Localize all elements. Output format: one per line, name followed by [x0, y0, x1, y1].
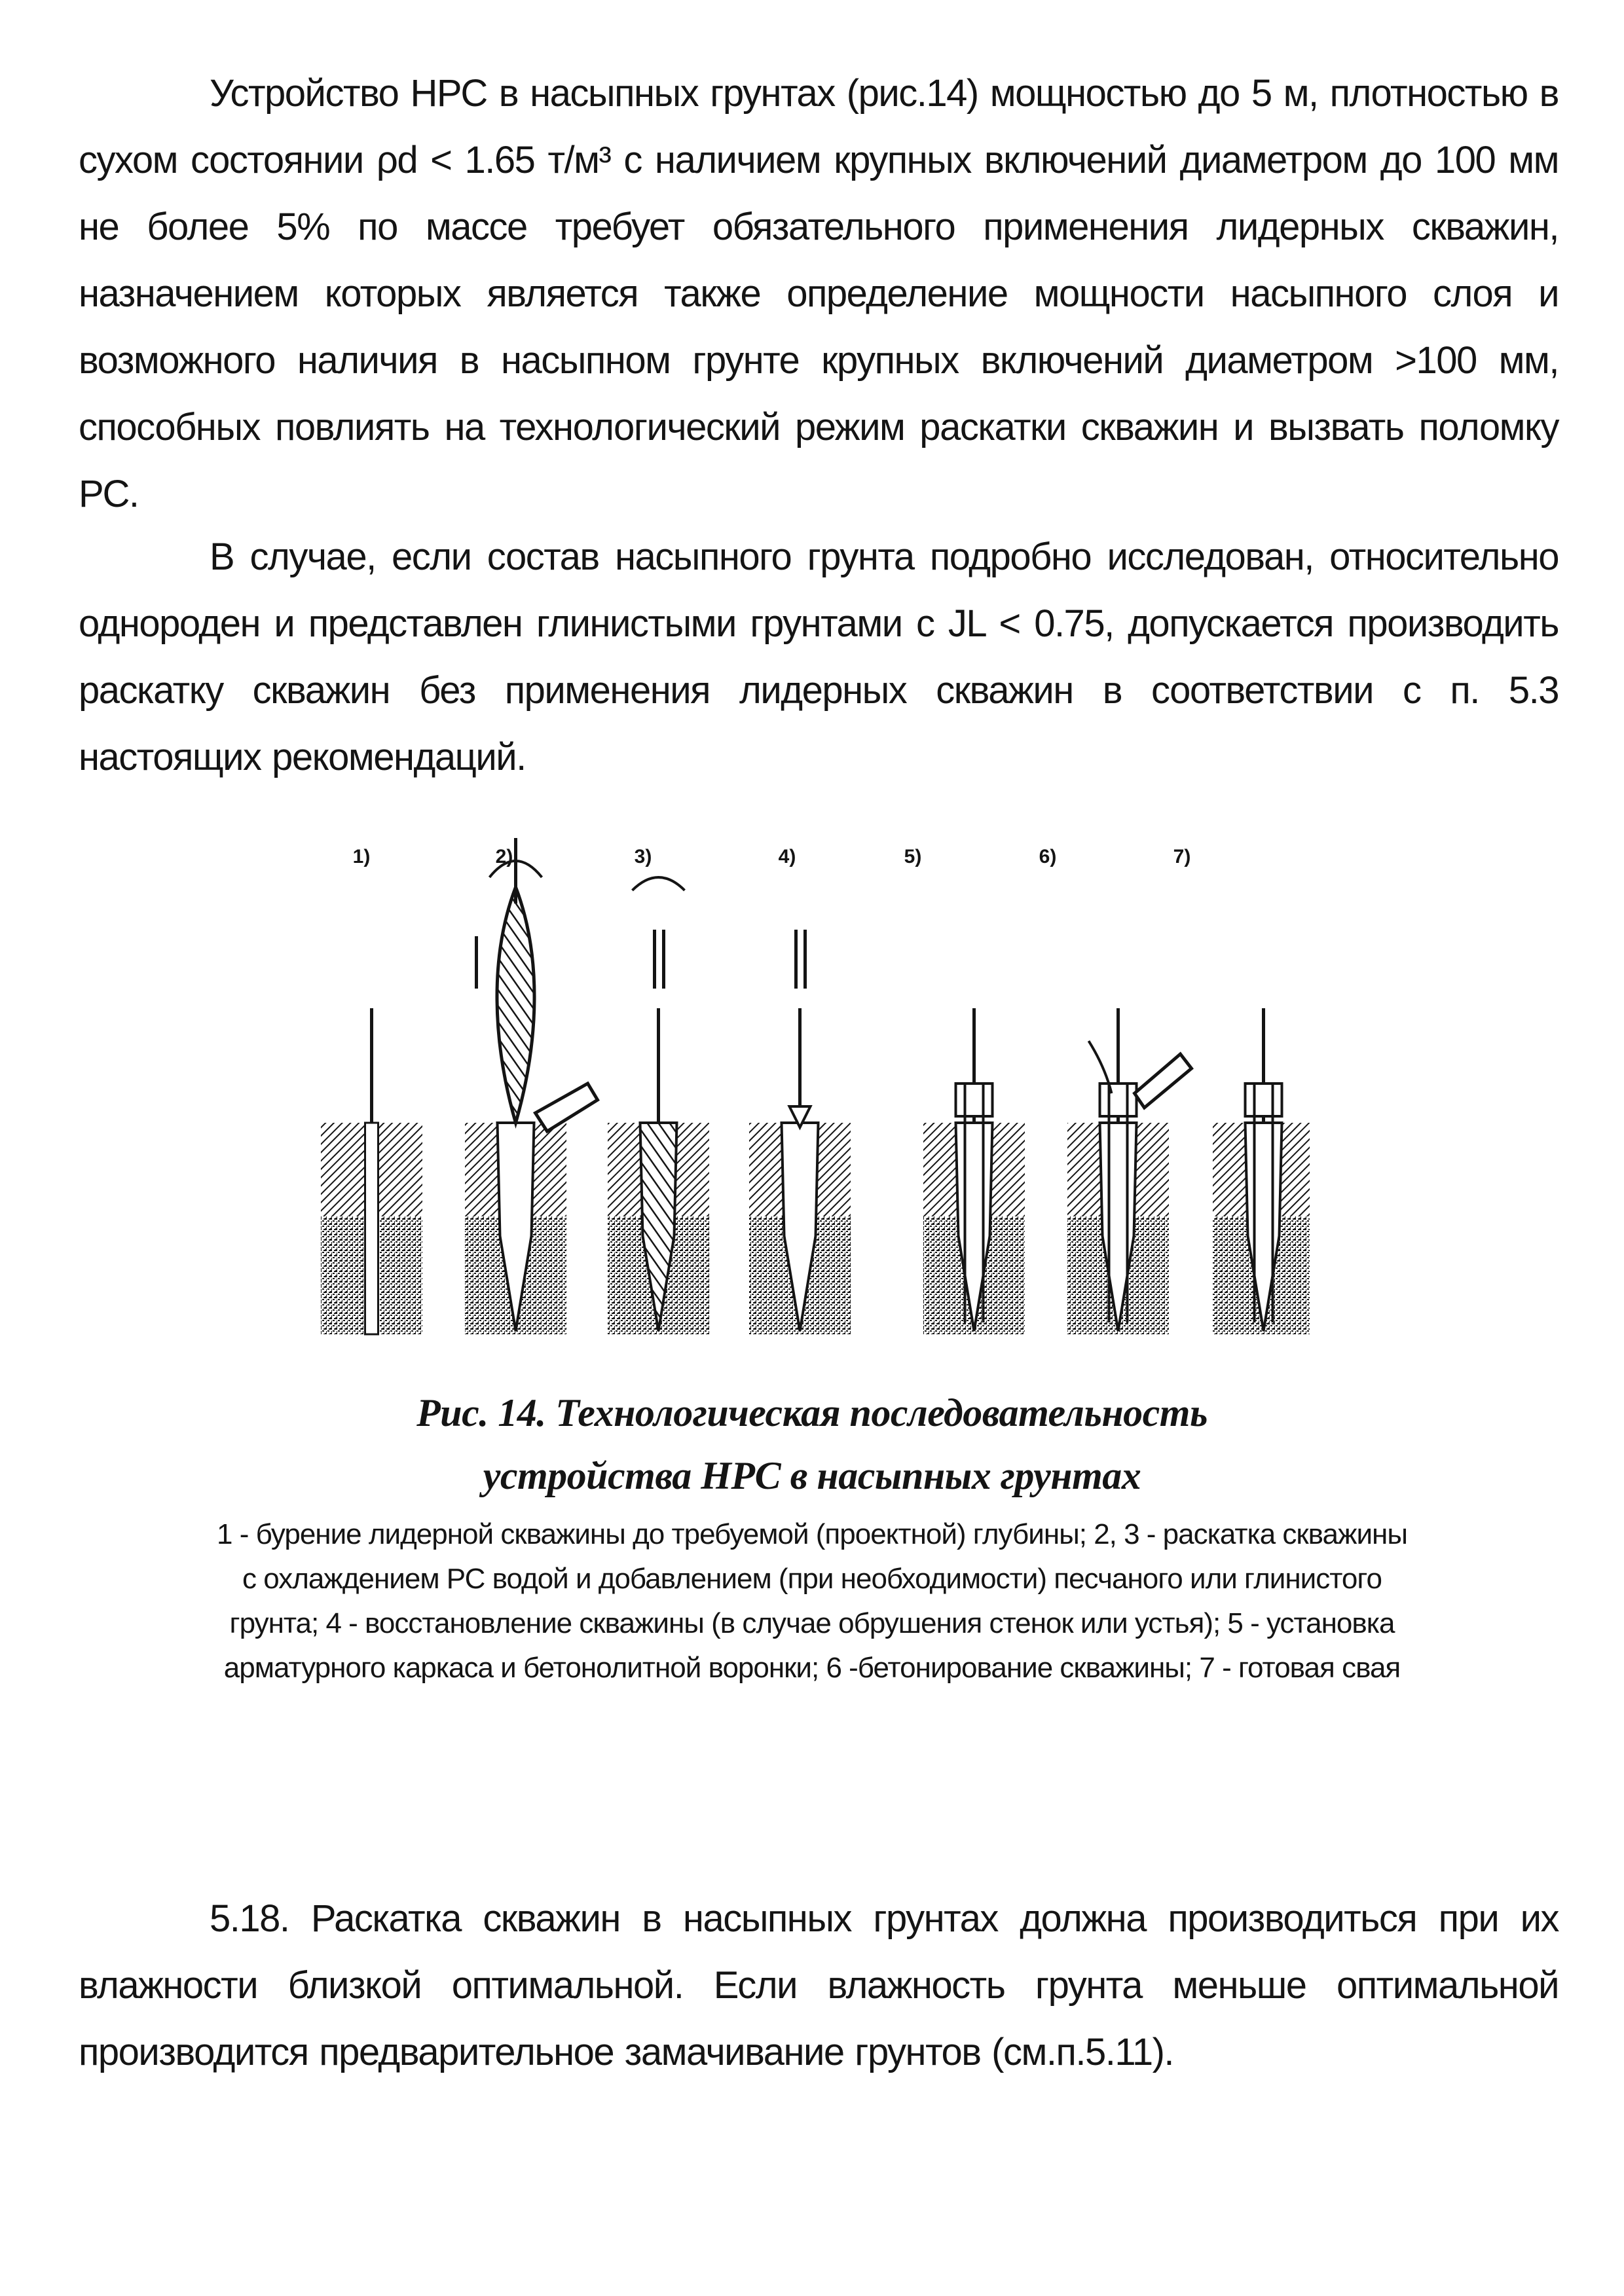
figure-14-sequence-diagram: [314, 825, 1310, 1355]
step-1-soil-block: [321, 1008, 422, 1334]
paragraph-without-leader-wells: [79, 524, 1559, 791]
step-label-3: 3): [634, 846, 652, 867]
paragraph-text: В случае, если состав насыпного грунта подробно исследован, относительно однороден и представлен глинистыми грунтами с JL < 0.75, допускается производить раскатку скважин без применения лидерных скважин в соответствии с п. 5.3 настоящих рекомендаций.: [79, 536, 1559, 778]
rotation-arrow: [633, 877, 685, 890]
paragraph-text: 5.18. Раскатка скважин в насыпных грунтах должна производиться при их влажности близкой оптимальной. Если влажность грунта меньше оптимальной производится предварительное замачивание грунтов (см.п.5.11).: [79, 1897, 1559, 2073]
step-7-soil-block: [1213, 1008, 1310, 1334]
figure-caption-title-line2: устройства НРС в насыпных грунтах: [483, 1454, 1141, 1497]
rolling-tool: [497, 887, 534, 1123]
figure-caption-title-line1: Рис. 14. Технологическая последовательность: [416, 1391, 1208, 1434]
paragraph-5-18: [79, 1886, 1559, 2086]
concrete-chute: [1135, 1054, 1192, 1108]
step-label-6: 6): [1039, 846, 1057, 867]
step-4-soil-block: [749, 1008, 851, 1334]
step-label-2: 2): [495, 846, 513, 867]
paragraph-text: Устройство НРС в насыпных грунтах (рис.14) мощностью до 5 м, плотностью в сухом состоянии ρd < 1.65 т/м³ с наличием крупных включений диаметром до 100 мм не более 5% по массе требует обязательного применения лидерных скважин, назначением которых является также определение мощности насыпного слоя и возможного наличия в насыпном грунте крупных включений диаметром >100 мм, способных повлиять на технологический режим раскатки скважин и вызвать поломку РС.: [79, 72, 1559, 515]
concrete-funnel: [1246, 1084, 1282, 1116]
step-6-soil-block: [1067, 1008, 1169, 1334]
step-5-soil-block: [923, 1008, 1025, 1334]
step-label-7: 7): [1173, 846, 1191, 867]
leader-well: [365, 1123, 378, 1334]
concrete-funnel: [956, 1084, 993, 1116]
concrete-funnel: [1100, 1084, 1137, 1116]
paragraph-fill-soil-leader-wells: [79, 60, 1559, 528]
step-label-4: 4): [778, 846, 796, 867]
step-3-soil-block: [608, 1008, 709, 1334]
figure-legend: 1 - бурение лидерной скважины до требуемой (проектной) глубины; 2, 3 - раскатка скважины с охлаждением РС водой и добавлением (при необходимости) песчаного или глинистого грунта; 4 - восстановление скважины (в случае обрушения стенок или устья); 5 - установка арматурного каркаса и бетонолитной воронки; 6 -бетонирование скважины; 7 - готовая свая: [217, 1518, 1407, 1684]
step-label-5: 5): [904, 846, 922, 867]
step-label-1: 1): [352, 846, 371, 867]
